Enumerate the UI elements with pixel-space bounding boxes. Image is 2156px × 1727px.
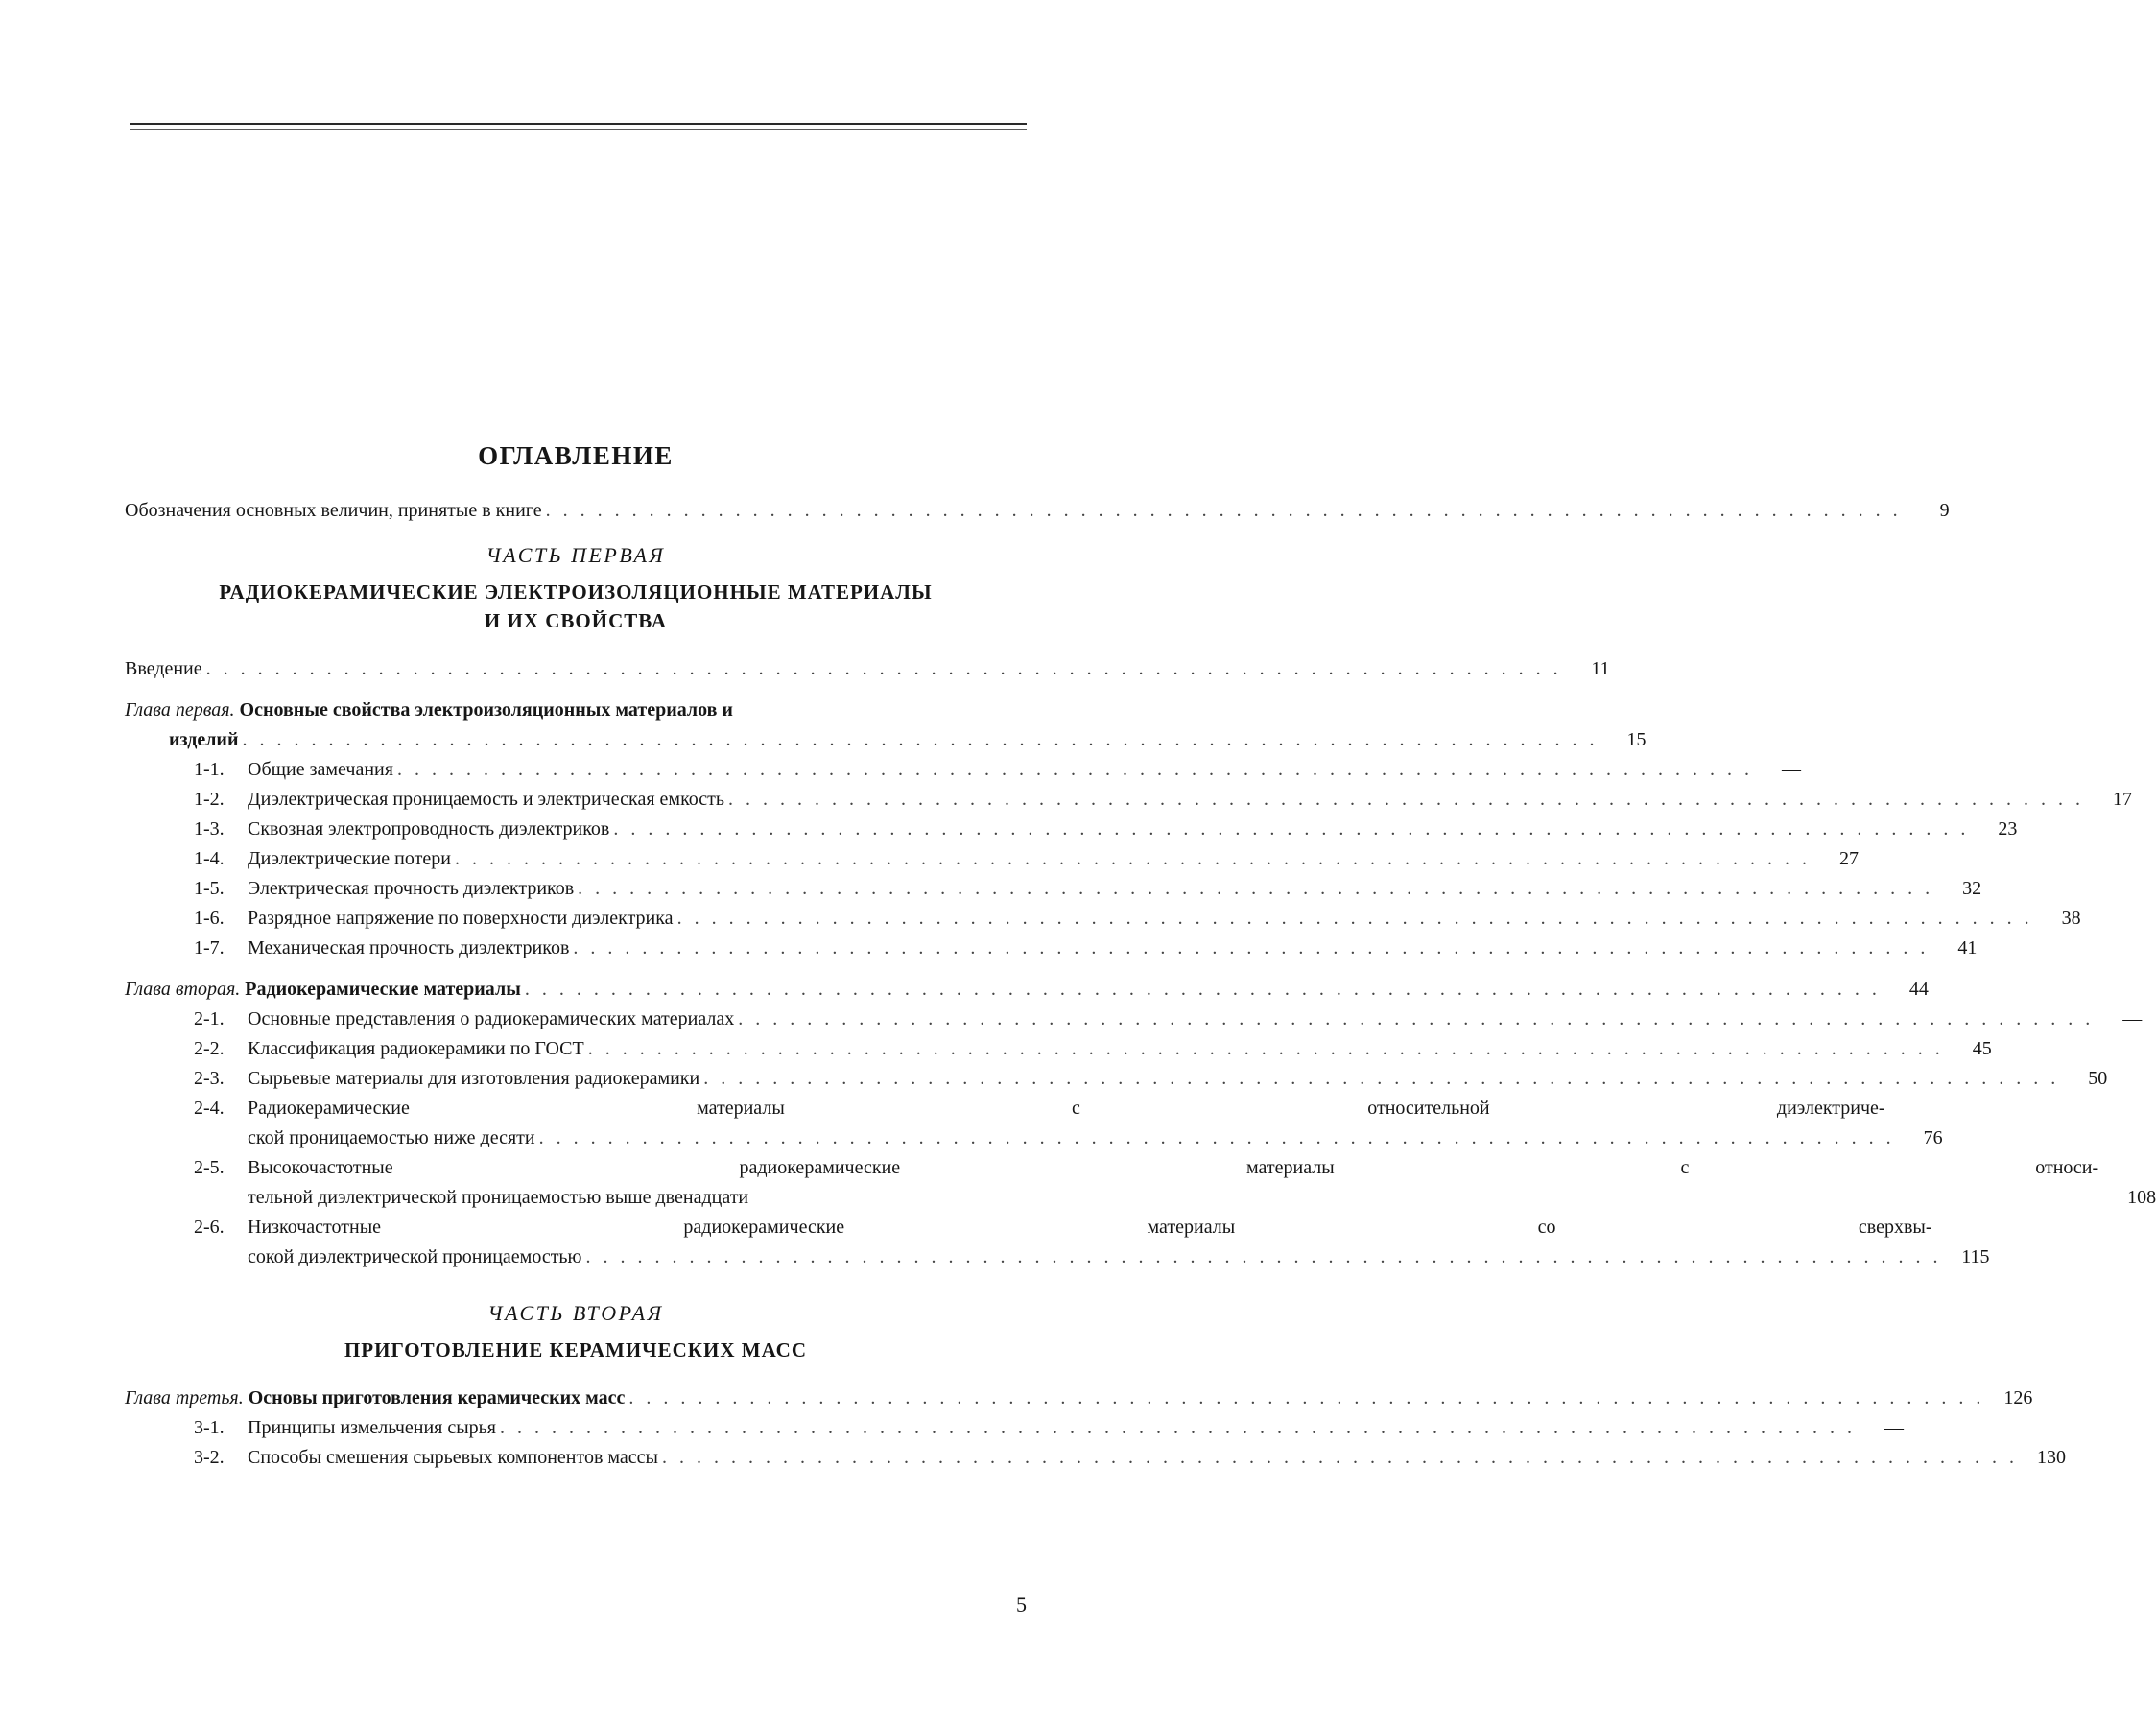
part-one-title-line-1: РАДИОКЕРАМИЧЕСКИЕ ЭЛЕКТРОИЗОЛЯЦИОННЫЕ МАТЕРИАЛЫ	[219, 580, 933, 603]
toc-page-number: 50	[2088, 1068, 2108, 1089]
toc-section-wrapped[interactable]	[125, 1153, 2156, 1213]
toc-section-wrapped[interactable]	[125, 1213, 1990, 1272]
toc-page-number: 9	[1939, 500, 1950, 521]
toc-chapter-1[interactable]	[125, 696, 1647, 755]
toc-page-number: 130	[2037, 1447, 2066, 1468]
section-title: Сквозная электропроводность диэлектриков	[248, 818, 610, 840]
chapter-lead: Глава третья.	[125, 1387, 244, 1408]
part-one-label: ЧАСТЬ ПЕРВАЯ	[486, 543, 666, 567]
section-number: 3-1.	[194, 1417, 225, 1438]
toc-entry-introduction[interactable]	[125, 654, 1610, 684]
chapter-lead: Глава вторая.	[125, 979, 241, 1000]
section-number: 1-5.	[194, 878, 225, 899]
toc-entry-text: Введение	[125, 658, 202, 679]
section-number: 2-4.	[194, 1098, 225, 1119]
chapter-heading-line	[125, 696, 1027, 725]
toc-chapter-3[interactable]	[125, 1384, 2033, 1413]
leader-dots	[525, 975, 1881, 1005]
section-number: 2-2.	[194, 1038, 225, 1059]
leader-dots	[728, 785, 2084, 815]
chapter-title: Основные свойства электроизоляционных материалов и	[239, 699, 733, 721]
toc-page-number: 38	[2061, 908, 2081, 929]
part-one-title-line-2: И ИХ СВОЙСТВА	[484, 609, 668, 632]
leader-dots	[628, 1384, 1984, 1413]
toc-entry-notation[interactable]	[125, 496, 1950, 526]
section-number: 3-2.	[194, 1447, 225, 1468]
section-title: Основные представления о радиокерамических материалах	[248, 1008, 735, 1029]
leader-dots	[455, 844, 1811, 874]
section-number: 2-3.	[194, 1068, 225, 1089]
toc-page-number: 23	[1998, 818, 2018, 840]
toc-page-number: 44	[1908, 979, 1929, 1000]
toc-page-number: 76	[1923, 1127, 1943, 1148]
leader-dots	[588, 1034, 1944, 1064]
section-number: 1-1.	[194, 759, 225, 780]
toc-section[interactable]	[125, 1034, 1992, 1064]
page-title: ОГЛАВЛЕНИЕ	[478, 441, 674, 470]
section-title: Диэлектрическая проницаемость и электрическая емкость	[248, 789, 725, 810]
section-title-cont: ской проницаемостью ниже десяти	[248, 1127, 535, 1148]
leader-dots	[703, 1064, 2059, 1094]
section-title: Радиокерамические материалы с относительной диэлектриче-	[248, 1098, 1885, 1119]
leader-dots	[677, 904, 2033, 934]
toc-section[interactable]	[125, 1005, 2143, 1034]
section-title: Низкочастотные радиокерамические материалы со сверхвы-	[248, 1217, 1932, 1238]
chapter-title: Основы приготовления керамических масс	[248, 1387, 626, 1408]
toc-section[interactable]	[125, 904, 2081, 934]
toc-section-wrapped[interactable]	[125, 1094, 1943, 1153]
leader-dots	[662, 1443, 2018, 1473]
section-title: Диэлектрические потери	[248, 848, 451, 869]
section-title-cont: тельной диэлектрической проницаемостью выше двенадцати	[248, 1187, 749, 1208]
part-two-title: ПРИГОТОВЛЕНИЕ КЕРАМИЧЕСКИХ МАСС	[344, 1338, 808, 1361]
top-rule-thin	[130, 129, 1027, 130]
toc-page-number: 32	[1962, 878, 1982, 899]
top-rule	[130, 123, 1027, 125]
toc-entry-text: Обозначения основных величин, принятые в книге	[125, 500, 542, 521]
section-number: 1-6.	[194, 908, 225, 929]
leader-dots	[397, 755, 1753, 785]
section-title: Классификация радиокерамики по ГОСТ	[248, 1038, 584, 1059]
leader-dots	[242, 725, 1598, 755]
section-title-cont: сокой диэлектрической проницаемостью	[248, 1246, 582, 1267]
chapter-title: Радиокерамические материалы	[245, 979, 521, 1000]
section-title: Механическая прочность диэлектриков	[248, 937, 570, 958]
toc-section[interactable]	[125, 815, 2018, 844]
part-one-title	[125, 578, 1027, 635]
section-number: 2-1.	[194, 1008, 225, 1029]
section-title: Электрическая прочность диэлектриков	[248, 878, 575, 899]
toc-page-number: 27	[1838, 848, 1859, 869]
section-title: Разрядное напряжение по поверхности диэлектрика	[248, 908, 674, 929]
toc-section[interactable]	[125, 844, 1859, 874]
toc-chapter-2[interactable]	[125, 975, 1929, 1005]
toc-section[interactable]	[125, 1413, 1905, 1443]
section-number: 1-2.	[194, 789, 225, 810]
toc-section[interactable]	[125, 874, 1982, 904]
toc-section[interactable]	[125, 755, 1801, 785]
leader-dots	[206, 654, 1562, 684]
section-number: 2-5.	[194, 1157, 225, 1178]
chapter-lead: Глава первая.	[125, 699, 235, 721]
toc-page-number: 15	[1626, 729, 1647, 750]
chapter-heading-continuation	[125, 725, 1647, 755]
section-title: Общие замечания	[248, 759, 393, 780]
toc-section[interactable]	[125, 1064, 2108, 1094]
toc-page-number: —	[2122, 1008, 2143, 1029]
toc-page-number: 126	[2003, 1387, 2033, 1408]
contents-page	[125, 441, 2156, 1473]
leader-dots	[613, 815, 1969, 844]
chapter-title-cont: изделий	[169, 729, 239, 750]
section-title: Способы смешения сырьевых компонентов массы	[248, 1447, 658, 1468]
leader-dots	[539, 1124, 1895, 1153]
leader-dots	[578, 874, 1933, 904]
leader-dots	[738, 1005, 2094, 1034]
toc-section[interactable]	[125, 1443, 2066, 1473]
toc-page-number: 108	[2127, 1187, 2156, 1208]
leader-dots	[500, 1413, 1856, 1443]
section-title: Принципы измельчения сырья	[248, 1417, 497, 1438]
part-two-label: ЧАСТЬ ВТОРАЯ	[487, 1301, 664, 1325]
section-title: Сырьевые материалы для изготовления радиокерамики	[248, 1068, 700, 1089]
section-number: 1-3.	[194, 818, 225, 840]
toc-section[interactable]	[125, 785, 2133, 815]
toc-page-number: 45	[1972, 1038, 1992, 1059]
toc-page-number: 41	[1957, 937, 1978, 958]
section-number: 1-7.	[194, 937, 225, 958]
toc-page-number: 11	[1591, 658, 1610, 679]
section-number: 2-6.	[194, 1217, 225, 1238]
toc-page-number: —	[1781, 759, 1801, 780]
page-folio: 5	[1016, 1593, 1027, 1617]
toc-section[interactable]	[125, 934, 1978, 963]
leader-dots	[586, 1242, 1942, 1272]
leader-dots	[546, 496, 1902, 526]
toc-page-number: 115	[1961, 1246, 1990, 1267]
leader-dots	[573, 934, 1929, 963]
section-title: Высокочастотные радиокерамические материалы с относи-	[248, 1157, 2099, 1178]
toc-page-number: 17	[2113, 789, 2133, 810]
toc-page-number: —	[1884, 1417, 1905, 1438]
section-number: 1-4.	[194, 848, 225, 869]
